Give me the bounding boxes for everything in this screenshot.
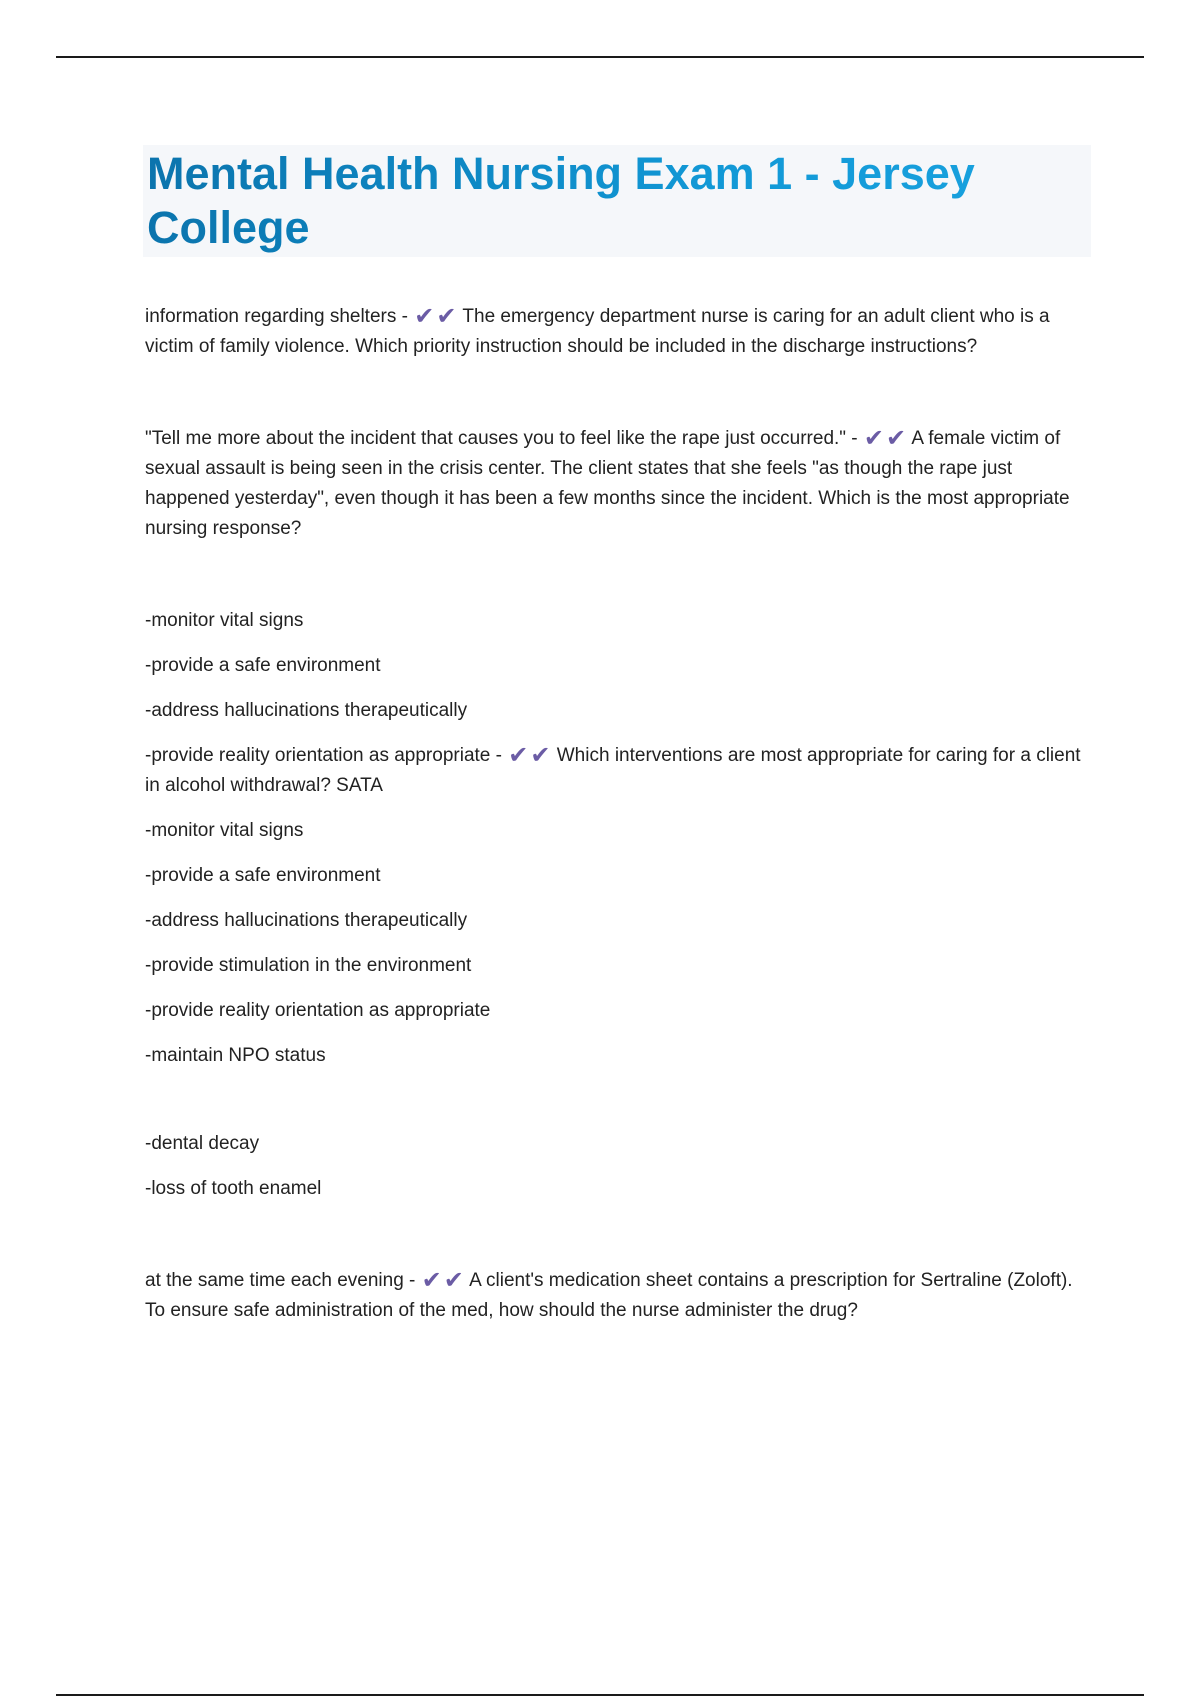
flashcard-4 [145, 1129, 1090, 1204]
check-mark-icon: ✔ [863, 425, 885, 452]
flashcard-5 [145, 1266, 1090, 1326]
flashcard-2-answer: "Tell me more about the incident that causes you to feel like the rape just occurred." - [145, 428, 858, 449]
flashcard-3-question: Which interventions are most appropriate for caring for a client in alcohol withdrawal? SATA [145, 745, 1081, 796]
header-rule [56, 56, 1144, 58]
option-line: -address hallucinations therapeutically [145, 910, 468, 931]
flashcard-2 [145, 424, 1090, 544]
answer-line: -dental decay [145, 1133, 260, 1154]
title-banner [143, 145, 1091, 257]
check-mark-icon: ✔ [508, 742, 529, 769]
answer-line: -provide a safe environment [145, 655, 381, 676]
check-mark-icon: ✔ [436, 303, 457, 330]
flashcard-content [145, 302, 1090, 1326]
option-line: -monitor vital signs [145, 820, 304, 841]
option-line: -provide a safe environment [145, 865, 381, 886]
flashcard-2-question: A female victim of sexual assault is being seen in the crisis center. The client states that she feels "as though the rape just happened yesterday", even though it has been a few months since the incident. Which is the most appropriate nursing response? [145, 428, 1070, 539]
flashcard-3 [145, 606, 1090, 1071]
flashcard-5-question: A client's medication sheet contains a prescription for Sertraline (Zoloft). To ensure safe administration of the med, how should the nurse administer the drug? [145, 1270, 1073, 1321]
flashcard-3-qa [145, 741, 1090, 801]
option-line: -provide stimulation in the environment [145, 955, 472, 976]
answer-line: -loss of tooth enamel [145, 1178, 322, 1199]
flashcard-1-question: The emergency department nurse is caring for an adult client who is a victim of family violence. Which priority instruction should be included in the discharge instructions? [145, 306, 1050, 357]
option-line: -provide reality orientation as appropriate [145, 1000, 491, 1021]
flashcard-5-answer: at the same time each evening - [145, 1270, 416, 1291]
answer-line: -address hallucinations therapeutically [145, 700, 468, 721]
footer-rule [56, 1694, 1144, 1696]
document-title: Mental Health Nursing Exam 1 - Jersey College [147, 147, 1087, 255]
check-mark-icon: ✔ [414, 303, 435, 330]
flashcard-1-answer: information regarding shelters - [145, 306, 408, 327]
flashcard-1 [145, 302, 1090, 362]
answer-line: -monitor vital signs [145, 610, 304, 631]
answer-line: -provide reality orientation as appropriate - [145, 745, 502, 766]
check-mark-icon: ✔ [530, 742, 551, 769]
check-mark-icon: ✔ [421, 1267, 442, 1294]
option-line: -maintain NPO status [145, 1045, 326, 1066]
check-mark-icon: ✔ [886, 425, 907, 452]
check-mark-icon: ✔ [443, 1267, 464, 1294]
